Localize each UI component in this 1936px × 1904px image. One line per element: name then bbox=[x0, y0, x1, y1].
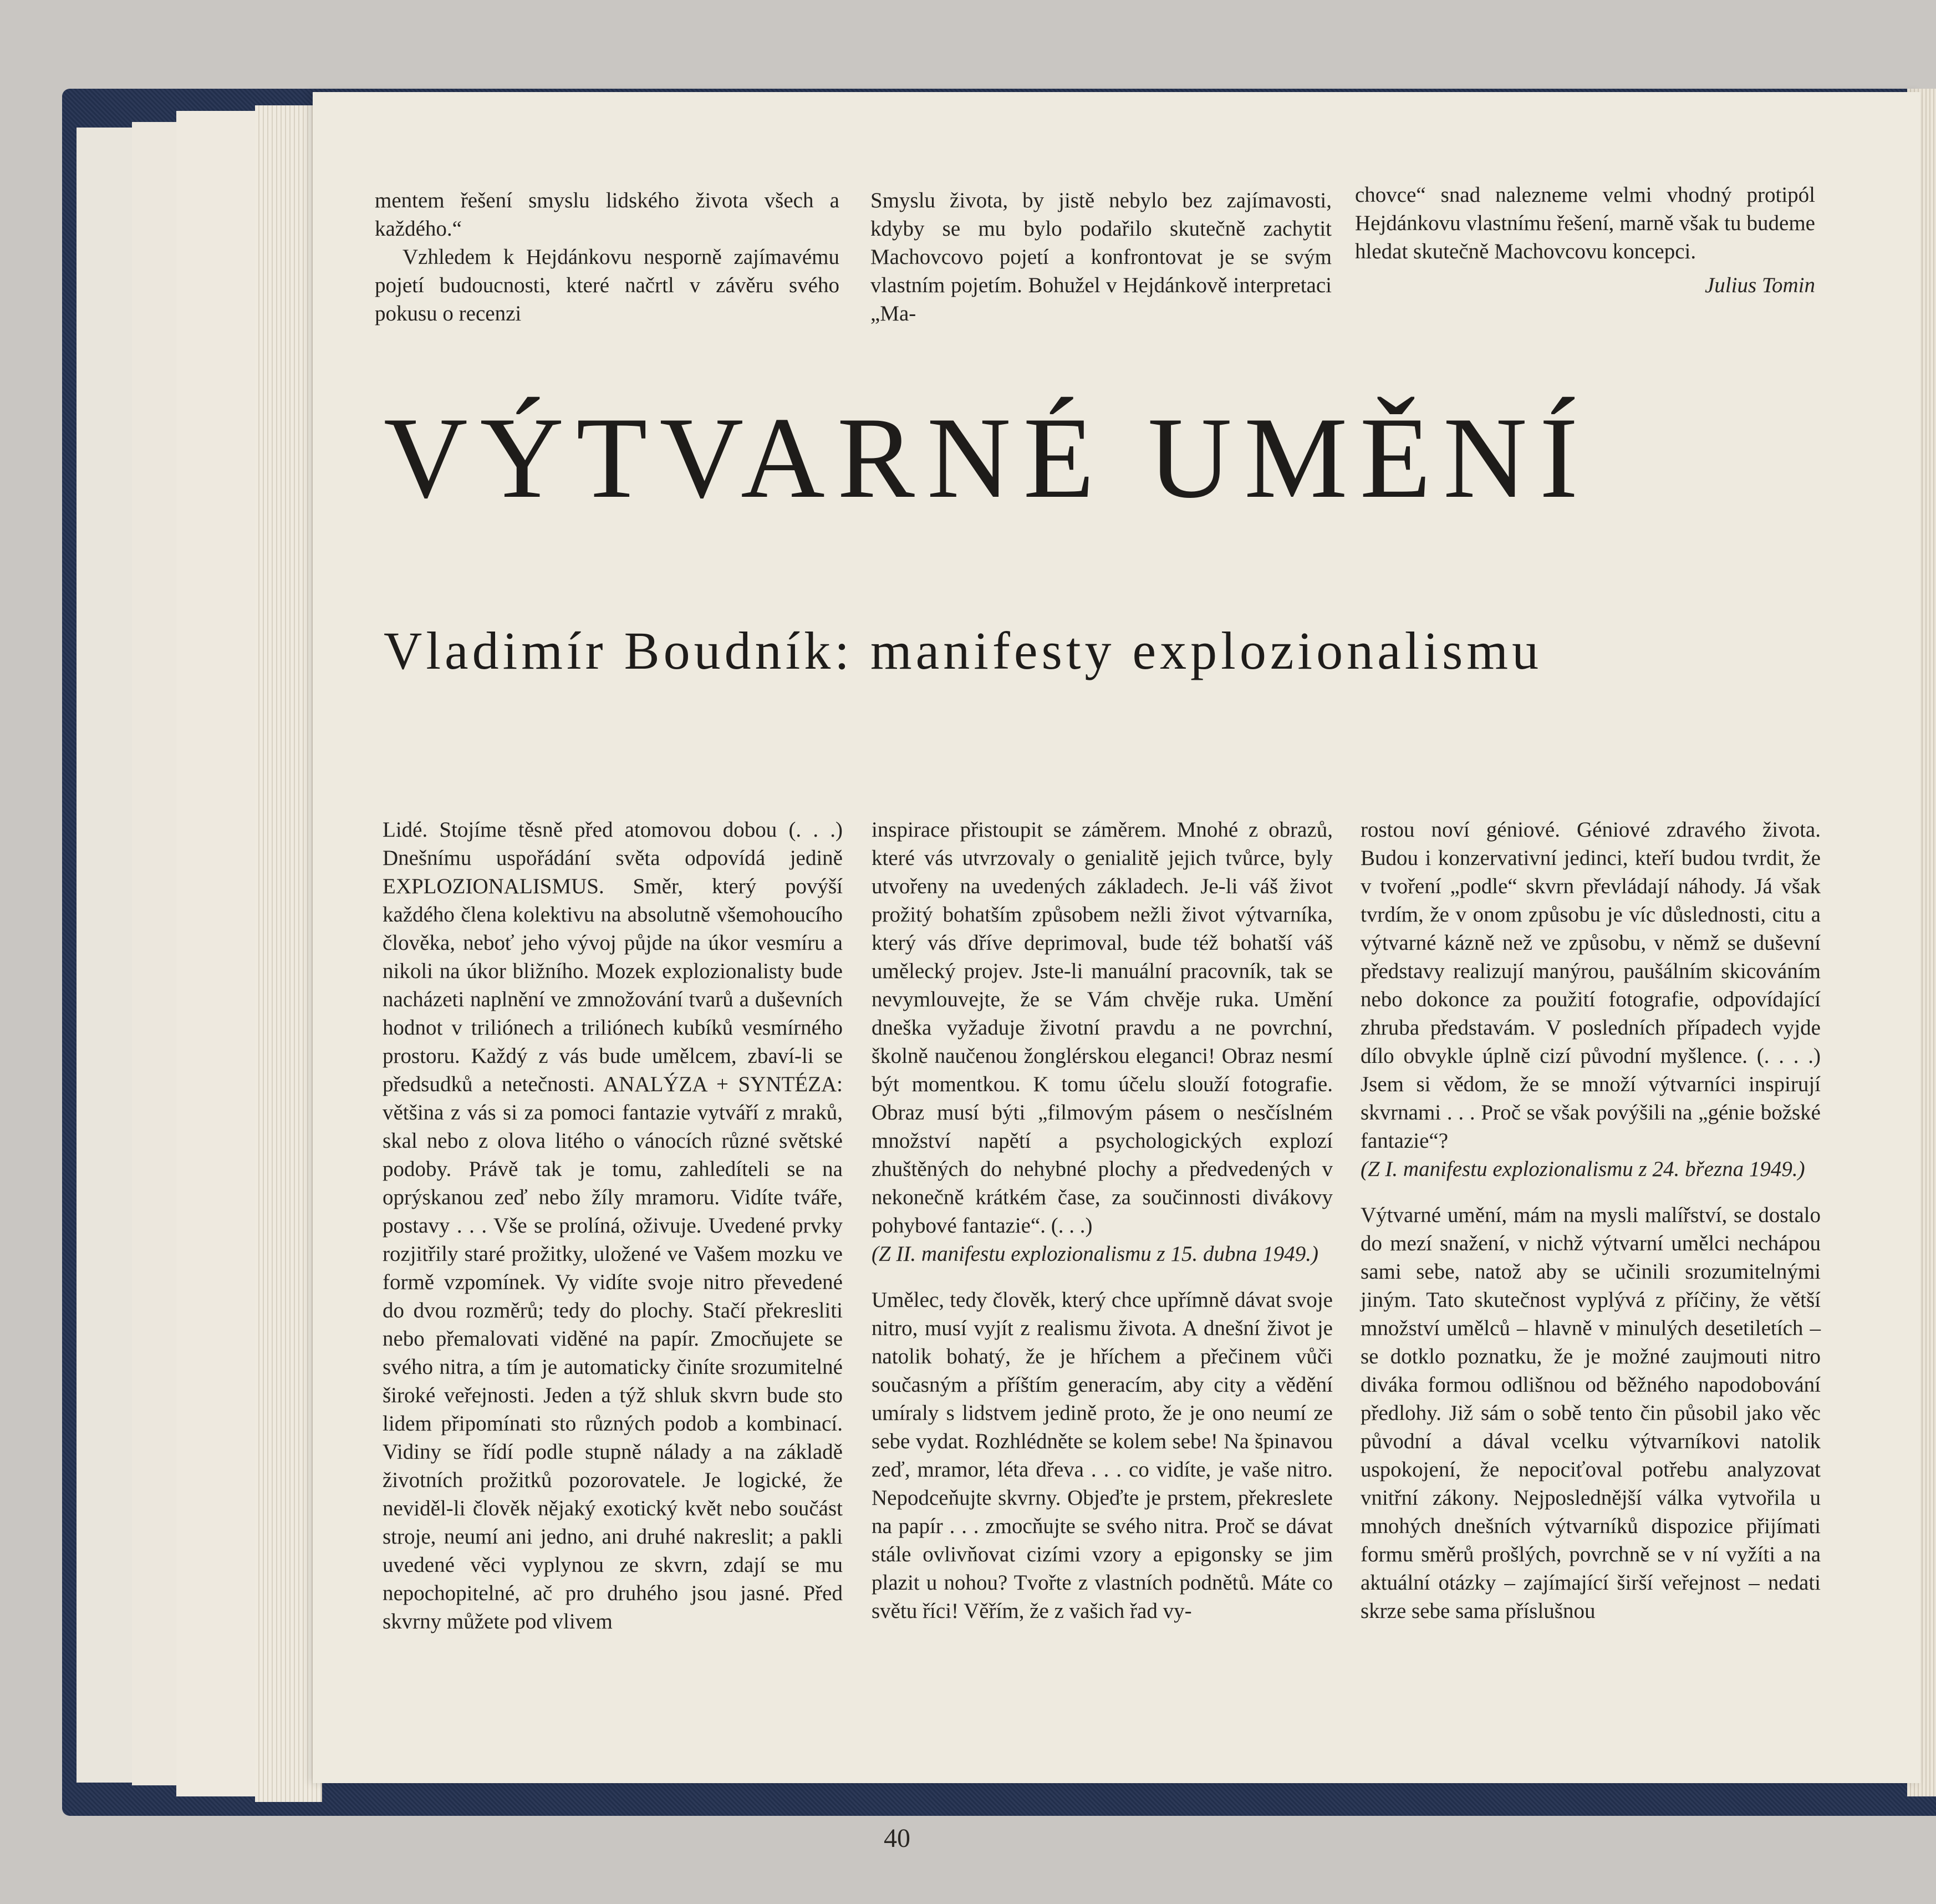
paragraph: Umělec, tedy člověk, který chce upřímně dávat svoje nitro, musí vyjít z realismu života. A dnešní život je natolik bohatý, že je hříchem a přečinem vůči současným a příštím generacím, aby city a vědění umíraly s lidstvem jedině proto, že je ono neumí ze sebe vydat. Rozhlédněte se kolem sebe! Na špinavou zeď, mramor, léta dřeva . . . co vidíte, je vaše nitro. Nepodceňujte skvrny. Objeďte je prstem, překreslete na papír . . . zmocňujte se svého nitra. Proč se dávat stále ovlivňovat cizími vzory a epigonsky se jim plazit u nohou? Tvořte z vlastních podnětů. Máte co světu říci! Věřím, že z vašich řad vy- bbox=[872, 1288, 1333, 1623]
top-column-2 bbox=[870, 186, 1332, 328]
paragraph: Výtvarné umění, mám na mysli malířství, se dostalo do mezí snažení, v nichž výtvarní umělci nechápou sami sebe, natož aby se učinili srozumitelnými jiným. Tato skutečnost vyplývá z příčiny, že větší množství umělců – hlavně v minulých desetiletích – se dotklo poznatku, že je možné zaujmouti nitro diváka formou odlišnou od běžného napodobování předlohy. Již sám o sobě tento čin působil jako věc původní a dával vcelku výtvarníkovi natolik uspokojení, že nepociťoval potřebu analyzovat vnitřní zákony. Nejposlednější válka vytvořila u mnohých dnešních výtvarníků dispozice přijímati formu směrů prošlých, povrchně se v ní vyžíti a na aktuální otázky – zajímající širší veřejnost – nedati skrze sebe sama příslušnou bbox=[1361, 1203, 1821, 1623]
paragraph: Smyslu života, by jistě nebylo bez zajímavosti, kdyby se mu bylo podařilo skutečně zachytit Machovcovo pojetí a konfrontovat je se svým vlastním pojetím. Bohužel v Hejdánkově interpretaci „Ma- bbox=[870, 189, 1332, 325]
paragraph: inspirace přistoupit se záměrem. Mnohé z obrazů, které vás utvrzovaly o genialitě jejich tvůrce, byly utvořeny na uvedených základech. Je-li váš život prožitý bohatším způsobem nežli život výtvarníka, který vás dříve deprimoval, bude též bohatší váš umělecký projev. Jste-li manuální pracovník, tak se nevymlouvejte, že se Vám chvěje ruka. Umění dneška vyžaduje životní pravdu a ne povrchní, školně naučenou žonglérskou eleganci! Obraz nesmí být momentkou. K tomu účelu slouží fotografie. Obraz musí býti „filmovým pásem o nesčíslném množství napětí a psychologických explozí zhuštěných do nehybné plochy a předvedených v nekonečně krátkém čase, za součinnosti divákovy pohybové fantazie“. (. . .) bbox=[872, 818, 1333, 1238]
top-column-3 bbox=[1355, 181, 1815, 299]
author-signature: Julius Tomin bbox=[1704, 273, 1815, 297]
magazine-page bbox=[313, 92, 1920, 1853]
body-column-3 bbox=[1361, 816, 1821, 1625]
page-number: 40 bbox=[884, 1824, 910, 1853]
paragraph: rostou noví géniové. Géniové zdravého života. Budou i konzervativní jedinci, kteří budou tvrdit, že v tvoření „podle“ skvrn převládají náhody. Já však tvrdím, že v onom způsobu je víc důslednosti, citu a výtvarné kázně než ve způsobu, v němž se duševní představy realizují manýrou, paušálním skicováním nebo dokonce za použití fotografie, odpovídající zhruba představám. V posledních případech vyjde dílo obvykle úplně cizí původní myšlence. (. . . .) Jsem si vědom, že se množí výtvarníci inspirují skvrnami . . . Proč se však povýšili na „génie božské fantazie“? bbox=[1361, 818, 1821, 1153]
page-stack-edge bbox=[255, 105, 322, 1802]
section-title: VÝTVARNÉ UMĚNÍ bbox=[384, 394, 1591, 522]
article-title: Vladimír Boudník: manifesty explozionalismu bbox=[384, 621, 1543, 680]
manifesto-citation: (Z I. manifestu explozionalismu z 24. března 1949.) bbox=[1361, 1157, 1805, 1181]
manifesto-citation: (Z II. manifestu explozionalismu z 15. dubna 1949.) bbox=[872, 1242, 1318, 1266]
paragraph: mentem řešení smyslu lidského života všech a každého.“ bbox=[375, 189, 839, 241]
paragraph: Vzhledem k Hejdánkovu nesporně zajímavému pojetí budoucnosti, které načrtl v závěru svého pokusu o recenzi bbox=[375, 245, 839, 325]
paragraph: chovce“ snad nalezneme velmi vhodný protipól Hejdánkovu vlastnímu řešení, marně však tu budeme hledat skutečně Machovcovu koncepci. bbox=[1355, 183, 1815, 263]
body-column-1 bbox=[383, 816, 843, 1636]
body-column-2 bbox=[872, 816, 1333, 1625]
top-column-1 bbox=[375, 186, 839, 328]
paragraph: Lidé. Stojíme těsně před atomovou dobou (. . .) Dnešnímu uspořádání světa odpovídá jedině EXPLOZIONALISMUS. Směr, který povýší každého člena kolektivu na absolutně všemohoucího člověka, neboť jeho vývoj půjde na úkor vesmíru a nikoli na úkor bližního. Mozek explozionalisty bude nacházeti naplnění ve zmnožování tvarů a duševních hodnot v triliónech a triliónech kubíků vesmírného prostoru. Každý z vás bude umělcem, zbaví-li se předsudků a netečnosti. ANALÝZA + SYNTÉZA: většina z vás si za pomoci fantazie vytváří z mraků, skal nebo z olova litého o vánocích různé světské podoby. Právě tak je tomu, zahledíteli se na oprýskanou zeď nebo žíly mramoru. Vidíte tváře, postavy . . . Vše se prolíná, oživuje. Uvedené prvky rozjitřily staré prožitky, uložené ve Vašem mozku ve formě vzpomínek. Vy vidíte svoje nitro převedené do dvou rozměrů; tedy do plochy. Stačí překresliti nebo přemalovati viděné na papír. Zmocňujete se svého nitra, a tím je automaticky činíte srozumitelné široké veřejnosti. Jeden a týž shluk skvrn bude sto lidem připomínati sto různých podob a kombinací. Vidiny se řídí podle stupně nálady a na základě životních prožitků pozorovatele. Je logické, že neviděl-li člověk nějaký exotický květ nebo součást stroje, neumí ani jedno, ani druhé nakreslit; a pakli uvedené věci vyplynou ze skvrn, zdají se mu nepochopitelné, ač pro druhého jsou jasné. Před skvrny můžete pod vlivem bbox=[383, 818, 843, 1633]
